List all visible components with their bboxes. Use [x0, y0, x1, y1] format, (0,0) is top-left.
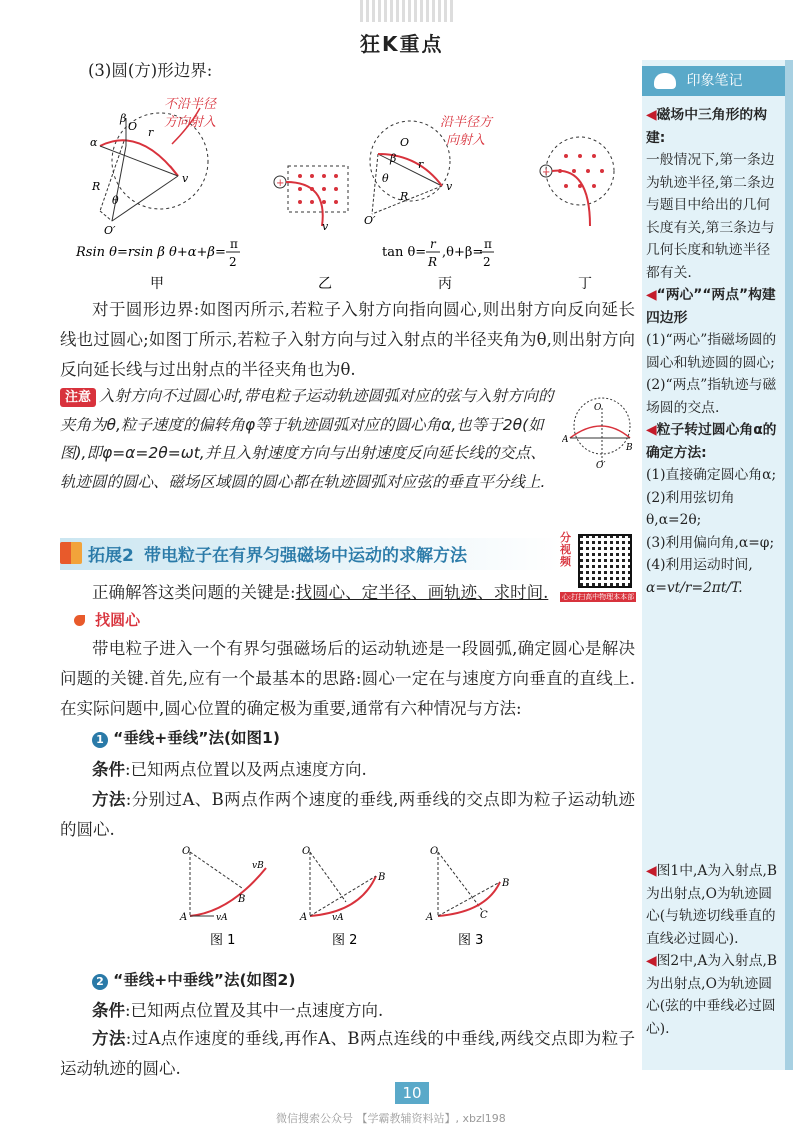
note-figure [562, 392, 636, 470]
svg-text:vA: vA [332, 913, 344, 923]
sidebar-quad-title: ◀“两心”“两点”构建四边形 [646, 287, 776, 326]
svg-text:vA: vA [216, 913, 228, 923]
note-bing-2: 向射入 [446, 133, 486, 148]
svg-text:O: O [594, 403, 602, 413]
note-jia-2: 方向射入 [164, 115, 217, 130]
letter-R-bing: R [400, 190, 409, 203]
label-jia: 甲 [150, 276, 164, 292]
letter-R: R [92, 180, 101, 193]
eq-bing-den: R [428, 255, 438, 269]
caption-fig3: 图 3 [458, 933, 484, 948]
page-number: 10 [395, 1082, 429, 1104]
letter-v-bing: v [446, 180, 453, 193]
letter-O: O [128, 120, 138, 133]
svg-text:B: B [626, 443, 633, 453]
sidebar-angle-1: (1)直接确定圆心角α; [646, 467, 777, 483]
svg-text:B: B [502, 878, 510, 889]
label-yi: 乙 [318, 276, 332, 292]
svg-text:A: A [300, 912, 308, 923]
elephant-icon [654, 73, 676, 89]
sidebar-fig1-note: ◀图1中,A为入射点,B为出射点,O为轨迹圆心(与轨迹切线垂直的直线必过圆心). [646, 863, 778, 947]
eq-jia-den: 2 [229, 255, 237, 269]
figure-2 [299, 846, 385, 923]
figure-1 [179, 846, 266, 923]
letter-theta: θ [112, 194, 119, 207]
svg-text:O′: O′ [596, 461, 606, 470]
svg-text:O: O [182, 846, 191, 857]
eq-bing-num: r [430, 237, 436, 251]
qr-code[interactable] [578, 534, 632, 588]
sidebar-angle-3: (3)利用偏向角,α=φ; [646, 534, 775, 551]
sidebar-triangle-text: 一般情况下,第一条边为轨迹半径,第二条边与题目中给出的几何长度有关,第三条边与几何长度和轨迹半径都有关. [646, 152, 775, 281]
method1-cond: 条件:已知两点位置以及两点速度方向. [92, 760, 367, 779]
extension-title: 带电粒子在有界匀强磁场中运动的求解方法 [144, 546, 467, 566]
find-center-para: 带电粒子进入一个有界匀强磁场后的运动轨迹是一段圆弧,确定圆心是解决问题的关键.首先,应有一个最基本的思路:圆心一定在与速度方向垂直的直线上.在实际问题中,圆心位置的确定极为重要,通常有六种情况与方法: [60, 639, 635, 718]
figure-ding [540, 137, 614, 226]
svg-text:O: O [302, 846, 311, 857]
note-label: 注意 [60, 388, 96, 407]
eq-jia-num: π [230, 237, 238, 251]
svg-text:A: A [180, 912, 188, 923]
letter-Oprime-bing: O′ [364, 214, 376, 227]
letter-v: v [182, 172, 189, 185]
find-center-heading: 找圆心 [74, 609, 140, 630]
caption-fig1: 图 1 [210, 933, 236, 948]
extension-intro [92, 578, 548, 608]
label-ding: 丁 [578, 276, 592, 292]
svg-text:+: + [542, 167, 551, 178]
eq-bing-b: ,θ+β= [442, 245, 484, 260]
sidebar-fig2-note: ◀图2中,A为入射点,B为出射点,O为轨迹圆心(弦的中垂线必过圆心). [646, 953, 778, 1037]
eq-bing-a: tan θ= [382, 245, 427, 260]
svg-text:C: C [480, 910, 488, 921]
sidebar-triangle-title: ◀磁场中三角形的构建: [646, 107, 767, 146]
sidebar-edge [785, 60, 793, 1070]
method2-title: 2 “垂线+中垂线”法(如图2) [92, 968, 295, 990]
figure-bing [364, 115, 494, 227]
note-block [60, 382, 560, 496]
extension-banner [60, 538, 560, 570]
para-circle: 对于圆形边界:如图丙所示,若粒子入射方向指向圆心,则出射方向反向延长线也过圆心;如图丁所示,若粒子入射方向与过入射点的半径夹角为θ,则出射方向反向延长线与过出射点的半径夹角也为θ. [60, 300, 635, 379]
method2-method: 方法:过A点作速度的垂线,再作A、B两点连线的中垂线,两线交点即为粒子运动轨迹的圆心. [60, 1029, 635, 1078]
svg-text:A: A [426, 912, 434, 923]
sidebar-angle-title: ◀粒子转过圆心角α的确定方法: [646, 422, 777, 461]
svg-text:A: A [562, 435, 569, 445]
extension-label: 拓展2 [88, 546, 134, 566]
letter-alpha: α [90, 136, 98, 149]
book-icon [60, 542, 82, 564]
intro-key: 找圆心、定半径、画轨迹、求时间. [295, 583, 549, 602]
svg-text:vB: vB [252, 861, 264, 871]
letter-r-bing: r [418, 158, 424, 171]
eq-bing2-den: 2 [483, 255, 491, 269]
bottom-figures [170, 840, 530, 955]
note-bing-1: 沿半径方 [440, 115, 493, 130]
leaf-icon [74, 615, 85, 626]
svg-text:O: O [430, 846, 439, 857]
sidebar-angle-formula: α=vt/r=2πt/T. [646, 579, 743, 596]
note-jia-1: 不沿半径 [164, 97, 217, 112]
eq-bing2-num: π [484, 237, 492, 251]
section-title: (3)圆(方)形边界: [88, 61, 213, 80]
letter-r: r [148, 126, 154, 139]
note-text: 入射方向不过圆心时,带电粒子运动轨迹圆弧对应的弦与入射方向的夹角为θ,粒子速度的偏转角φ等于轨迹圆弧对应的圆心角α,也等于2θ(如图),即φ=α=2θ=ωt,并且入射速度方向与出射速度反向延长线的交点、轨迹圆的圆心、磁场区域圆的圆心都在轨迹圆弧对应弦的垂直平分线上. [60, 387, 554, 491]
svg-text:+: + [276, 178, 285, 189]
qr-label: 分视频 [560, 531, 571, 568]
sidebar-quad-2: (2)“两点”指轨迹与磁场圆的交点. [646, 377, 777, 416]
label-bing: 丙 [438, 276, 452, 292]
method2-cond: 条件:已知两点位置及其中一点速度方向. [92, 1001, 384, 1020]
qr-caption: 心:打扫高中物理本本部 [561, 593, 635, 601]
qr-block[interactable] [560, 532, 636, 604]
footer-watermark: 微信搜索公众号 【学霸教辅资料站】, xbzl198 [276, 1112, 506, 1125]
eq-jia: Rsin θ=rsin β θ+α+β= [76, 245, 226, 260]
circle-two-icon: 2 [92, 974, 108, 990]
sidebar [642, 60, 785, 1070]
letter-v-yi: v [322, 220, 329, 233]
figure-jia [90, 97, 218, 237]
header-title: 狂K重点 [360, 32, 444, 56]
figure-yi [274, 166, 348, 233]
circle-one-icon: 1 [92, 732, 108, 748]
letter-beta-bing: β [390, 152, 397, 165]
svg-text:B: B [238, 894, 246, 905]
intro-prefix: 正确解答这类问题的关键是: [92, 583, 296, 602]
method1-method: 方法:分别过A、B两点作两个速度的垂线,两垂线的交点即为粒子运动轨迹的圆心. [60, 790, 635, 839]
svg-text:B: B [378, 872, 386, 883]
sidebar-angle-4: (4)利用运动时间, [646, 557, 753, 573]
letter-O-bing: O [400, 136, 410, 149]
letter-Oprime: O′ [104, 224, 116, 237]
sidebar-angle-2: (2)利用弦切角θ,α=2θ; [646, 489, 735, 528]
sidebar-quad-1: (1)“两心”指磁场圆的圆心和轨迹圆的圆心; [646, 332, 777, 371]
letter-theta-bing: θ [382, 172, 389, 185]
top-figures [60, 86, 640, 296]
header-decor [360, 0, 456, 22]
sidebar-header: 印象笔记 [642, 66, 785, 96]
letter-beta: β [120, 112, 127, 125]
figure-3 [425, 846, 509, 923]
method1-title: 1 “垂线+垂线”法(如图1) [92, 726, 280, 748]
caption-fig2: 图 2 [332, 933, 358, 948]
